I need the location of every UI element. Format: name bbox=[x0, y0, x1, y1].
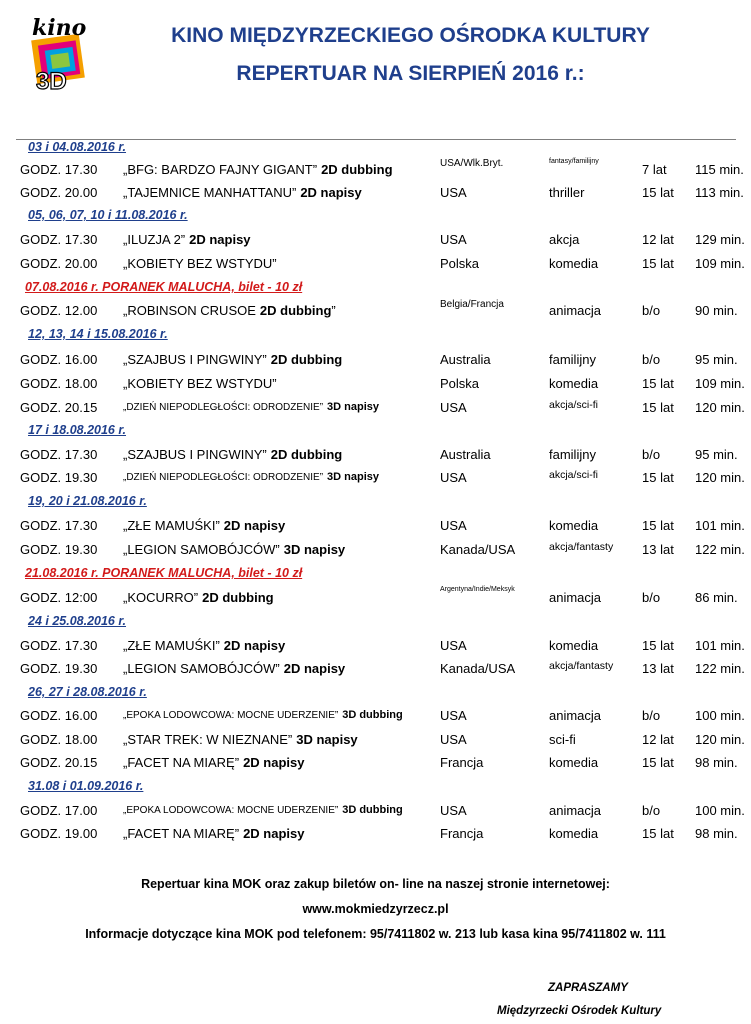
screening-format: 3D napisy bbox=[283, 542, 346, 557]
age-rating: b/o bbox=[642, 803, 661, 818]
duration: 86 min. bbox=[695, 590, 738, 605]
showtime: GODZ. 19.30 bbox=[20, 661, 98, 676]
duration: 100 min. bbox=[695, 803, 745, 818]
title-closing-quote: ” bbox=[331, 303, 336, 318]
age-rating: 15 lat bbox=[642, 470, 674, 485]
date-header: 19, 20 i 21.08.2016 r. bbox=[28, 494, 147, 508]
duration: 95 min. bbox=[695, 447, 738, 462]
film-title-text: „EPOKA LODOWCOWA: MOCNE UDERZENIE” bbox=[123, 805, 339, 816]
duration: 113 min. bbox=[695, 185, 744, 200]
logo-text: kino bbox=[32, 15, 87, 41]
date-header: 26, 27 i 28.08.2016 r. bbox=[28, 685, 147, 699]
film-title bbox=[123, 542, 345, 557]
screening-format: 3D dubbing bbox=[342, 709, 403, 721]
age-rating: 13 lat bbox=[642, 661, 674, 676]
film-title bbox=[123, 518, 285, 533]
showtime: GODZ. 19.30 bbox=[20, 470, 98, 485]
film-title bbox=[123, 709, 403, 721]
genre: familijny bbox=[549, 352, 596, 367]
film-title-text: „KOBIETY BEZ WSTYDU” bbox=[123, 376, 277, 391]
showtime: GODZ. 20.00 bbox=[20, 185, 98, 200]
country: USA bbox=[440, 518, 467, 533]
age-rating: 7 lat bbox=[642, 162, 667, 177]
screening-format: 3D napisy bbox=[327, 471, 379, 483]
genre: akcja/fantasty bbox=[549, 541, 614, 553]
page-title: KINO MIĘDZYRZECKIEGO OŚRODKA KULTURY bbox=[171, 24, 650, 47]
showtime: GODZ. 19.30 bbox=[20, 542, 98, 557]
country: Argentyna/Indie/Meksyk bbox=[440, 586, 515, 593]
film-title bbox=[123, 352, 342, 367]
showtime: GODZ. 20.15 bbox=[20, 400, 98, 415]
duration: 109 min. bbox=[695, 256, 745, 271]
genre: animacja bbox=[549, 590, 602, 605]
genre: akcja/sci-fi bbox=[549, 399, 599, 411]
genre: animacja bbox=[549, 303, 602, 318]
screening-format: 2D napisy bbox=[300, 185, 362, 200]
date-header: 31.08 i 01.09.2016 r. bbox=[28, 779, 144, 793]
footer-info-line: Repertuar kina MOK oraz zakup biletów on- line na naszej stronie internetowej: bbox=[141, 877, 610, 891]
screening-format: 2D napisy bbox=[283, 661, 346, 676]
duration: 95 min. bbox=[695, 352, 738, 367]
film-title-text: „EPOKA LODOWCOWA: MOCNE UDERZENIE” bbox=[123, 710, 339, 721]
genre: familijny bbox=[549, 447, 596, 462]
date-header: 24 i 25.08.2016 r. bbox=[28, 614, 127, 628]
duration: 120 min. bbox=[695, 400, 745, 415]
duration: 122 min. bbox=[695, 542, 745, 557]
screening-format: 2D napisy bbox=[243, 826, 305, 841]
screening-format: 3D napisy bbox=[327, 401, 379, 413]
film-title-text: „SZAJBUS I PINGWINY” bbox=[123, 352, 267, 367]
age-rating: 13 lat bbox=[642, 542, 674, 557]
film-title bbox=[123, 303, 336, 318]
film-title bbox=[123, 638, 285, 653]
duration: 100 min. bbox=[695, 708, 745, 723]
genre: akcja/fantasty bbox=[549, 660, 614, 672]
film-title-text: „BFG: BARDZO FAJNY GIGANT” bbox=[123, 162, 318, 177]
film-title-text: „KOCURRO” bbox=[123, 590, 199, 605]
duration: 129 min. bbox=[695, 232, 745, 247]
date-header: 12, 13, 14 i 15.08.2016 r. bbox=[28, 327, 168, 341]
country: USA bbox=[440, 732, 467, 747]
age-rating: 15 lat bbox=[642, 256, 674, 271]
screening-format: 3D dubbing bbox=[342, 804, 403, 816]
duration: 120 min. bbox=[695, 470, 745, 485]
film-title bbox=[123, 826, 304, 841]
footer-phone-info: Informacje dotyczące kina MOK pod telefonem: 95/7411802 w. 213 lub kasa kina 95/7411802 w. 111 bbox=[85, 927, 666, 941]
showtime: GODZ. 12:00 bbox=[20, 590, 98, 605]
invitation-text: ZAPRASZAMY bbox=[548, 982, 628, 994]
genre: thriller bbox=[549, 185, 585, 200]
country: USA bbox=[440, 470, 467, 485]
film-title-text: „FACET NA MIARĘ” bbox=[123, 755, 240, 770]
screening-format: 2D napisy bbox=[243, 755, 305, 770]
age-rating: 12 lat bbox=[642, 732, 674, 747]
genre: komedia bbox=[549, 638, 599, 653]
showtime: GODZ. 17.30 bbox=[20, 638, 98, 653]
organizer-signature: Międzyrzecki Ośrodek Kultury bbox=[497, 1005, 662, 1017]
genre: akcja bbox=[549, 232, 580, 247]
duration: 109 min. bbox=[695, 376, 745, 391]
genre: fantasy/familijny bbox=[549, 158, 599, 165]
film-title-text: „FACET NA MIARĘ” bbox=[123, 826, 240, 841]
age-rating: 15 lat bbox=[642, 376, 674, 391]
age-rating: 15 lat bbox=[642, 755, 674, 770]
film-title-text: „ROBINSON CRUSOE bbox=[123, 303, 256, 318]
screening-format: 2D dubbing bbox=[202, 590, 274, 605]
country: USA bbox=[440, 232, 467, 247]
showtime: GODZ. 17.30 bbox=[20, 162, 98, 177]
film-title-text: „KOBIETY BEZ WSTYDU” bbox=[123, 256, 277, 271]
film-title bbox=[123, 256, 277, 271]
film-title-text: „ILUZJA 2” bbox=[123, 232, 186, 247]
film-title bbox=[123, 590, 274, 605]
date-header: 03 i 04.08.2016 r. bbox=[28, 140, 127, 154]
special-screening-header: 21.08.2016 r. PORANEK MALUCHA, bilet - 10 zł bbox=[25, 566, 303, 580]
showtime: GODZ. 17.30 bbox=[20, 518, 98, 533]
genre: akcja/sci-fi bbox=[549, 469, 599, 481]
genre: sci-fi bbox=[549, 732, 576, 747]
film-title-text: „TAJEMNICE MANHATTANU” bbox=[123, 185, 297, 200]
screening-format: 2D dubbing bbox=[321, 162, 393, 177]
age-rating: 12 lat bbox=[642, 232, 674, 247]
duration: 98 min. bbox=[695, 826, 738, 841]
film-title bbox=[123, 447, 342, 462]
country: Kanada/USA bbox=[440, 661, 516, 676]
duration: 122 min. bbox=[695, 661, 745, 676]
showtime: GODZ. 18.00 bbox=[20, 376, 98, 391]
age-rating: 15 lat bbox=[642, 826, 674, 841]
film-title bbox=[123, 661, 345, 676]
age-rating: b/o bbox=[642, 590, 661, 605]
duration: 115 min. bbox=[695, 162, 744, 177]
film-title bbox=[123, 185, 362, 200]
age-rating: 15 lat bbox=[642, 185, 674, 200]
country: Belgia/Francja bbox=[440, 299, 504, 310]
showtime: GODZ. 18.00 bbox=[20, 732, 98, 747]
screening-format: 2D napisy bbox=[223, 518, 286, 533]
film-title-text: „LEGION SAMOBÓJCÓW” bbox=[123, 661, 280, 676]
showtime: GODZ. 17.30 bbox=[20, 447, 98, 462]
country: USA/Wlk.Bryt. bbox=[440, 158, 504, 169]
film-title-text: „DZIEŃ NIEPODLEGŁOŚCI: ODRODZENIE” bbox=[123, 472, 324, 483]
duration: 120 min. bbox=[695, 732, 745, 747]
duration: 101 min. bbox=[695, 518, 745, 533]
genre: animacja bbox=[549, 803, 602, 818]
logo-3d-badge: 3D bbox=[36, 68, 67, 91]
film-title-text: „ZŁE MAMUŚKI” bbox=[123, 518, 220, 533]
showtime: GODZ. 17.30 bbox=[20, 232, 98, 247]
showtime: GODZ. 16.00 bbox=[20, 708, 98, 723]
screening-format: 2D dubbing bbox=[259, 303, 332, 318]
country: Francja bbox=[440, 826, 484, 841]
country: Polska bbox=[440, 256, 480, 271]
film-title bbox=[123, 471, 379, 483]
date-header: 05, 06, 07, 10 i 11.08.2016 r. bbox=[28, 208, 188, 222]
country: Polska bbox=[440, 376, 480, 391]
screening-format: 2D dubbing bbox=[270, 447, 343, 462]
genre: komedia bbox=[549, 518, 599, 533]
film-title-text: „STAR TREK: W NIEZNANE” bbox=[123, 732, 293, 747]
age-rating: b/o bbox=[642, 447, 661, 462]
screening-format: 3D napisy bbox=[296, 732, 358, 747]
country: Kanada/USA bbox=[440, 542, 516, 557]
film-title bbox=[123, 232, 251, 247]
country: USA bbox=[440, 708, 467, 723]
duration: 98 min. bbox=[695, 755, 738, 770]
film-title bbox=[123, 162, 393, 177]
footer-website: www.mokmiedzyrzecz.pl bbox=[302, 902, 449, 916]
country: USA bbox=[440, 638, 467, 653]
genre: komedia bbox=[549, 256, 599, 271]
genre: animacja bbox=[549, 708, 602, 723]
showtime: GODZ. 12.00 bbox=[20, 303, 98, 318]
page-subtitle: REPERTUAR NA SIERPIEŃ 2016 r.: bbox=[236, 62, 585, 85]
film-title bbox=[123, 755, 304, 770]
film-title-text: „SZAJBUS I PINGWINY” bbox=[123, 447, 267, 462]
age-rating: b/o bbox=[642, 352, 661, 367]
film-title bbox=[123, 804, 403, 816]
screening-format: 2D napisy bbox=[223, 638, 286, 653]
genre: komedia bbox=[549, 826, 599, 841]
film-title bbox=[123, 401, 379, 413]
country: Francja bbox=[440, 755, 484, 770]
date-header: 17 i 18.08.2016 r. bbox=[28, 423, 127, 437]
age-rating: b/o bbox=[642, 708, 661, 723]
screening-format: 2D dubbing bbox=[270, 352, 343, 367]
film-title bbox=[123, 376, 277, 391]
film-title bbox=[123, 732, 358, 747]
showtime: GODZ. 17.00 bbox=[20, 803, 98, 818]
special-screening-header: 07.08.2016 r. PORANEK MALUCHA, bilet - 10 zł bbox=[25, 280, 303, 294]
age-rating: 15 lat bbox=[642, 400, 674, 415]
genre: komedia bbox=[549, 376, 599, 391]
genre: komedia bbox=[549, 755, 599, 770]
country: Australia bbox=[440, 447, 491, 462]
showtime: GODZ. 20.15 bbox=[20, 755, 98, 770]
screening-format: 2D napisy bbox=[189, 232, 251, 247]
country: Australia bbox=[440, 352, 491, 367]
duration: 101 min. bbox=[695, 638, 745, 653]
film-title-text: „ZŁE MAMUŚKI” bbox=[123, 638, 220, 653]
film-title-text: „LEGION SAMOBÓJCÓW” bbox=[123, 542, 280, 557]
showtime: GODZ. 19.00 bbox=[20, 826, 98, 841]
age-rating: b/o bbox=[642, 303, 661, 318]
country: USA bbox=[440, 803, 467, 818]
country: USA bbox=[440, 185, 467, 200]
film-title-text: „DZIEŃ NIEPODLEGŁOŚCI: ODRODZENIE” bbox=[123, 402, 324, 413]
showtime: GODZ. 20.00 bbox=[20, 256, 98, 271]
age-rating: 15 lat bbox=[642, 638, 674, 653]
country: USA bbox=[440, 400, 467, 415]
duration: 90 min. bbox=[695, 303, 738, 318]
age-rating: 15 lat bbox=[642, 518, 674, 533]
showtime: GODZ. 16.00 bbox=[20, 352, 98, 367]
